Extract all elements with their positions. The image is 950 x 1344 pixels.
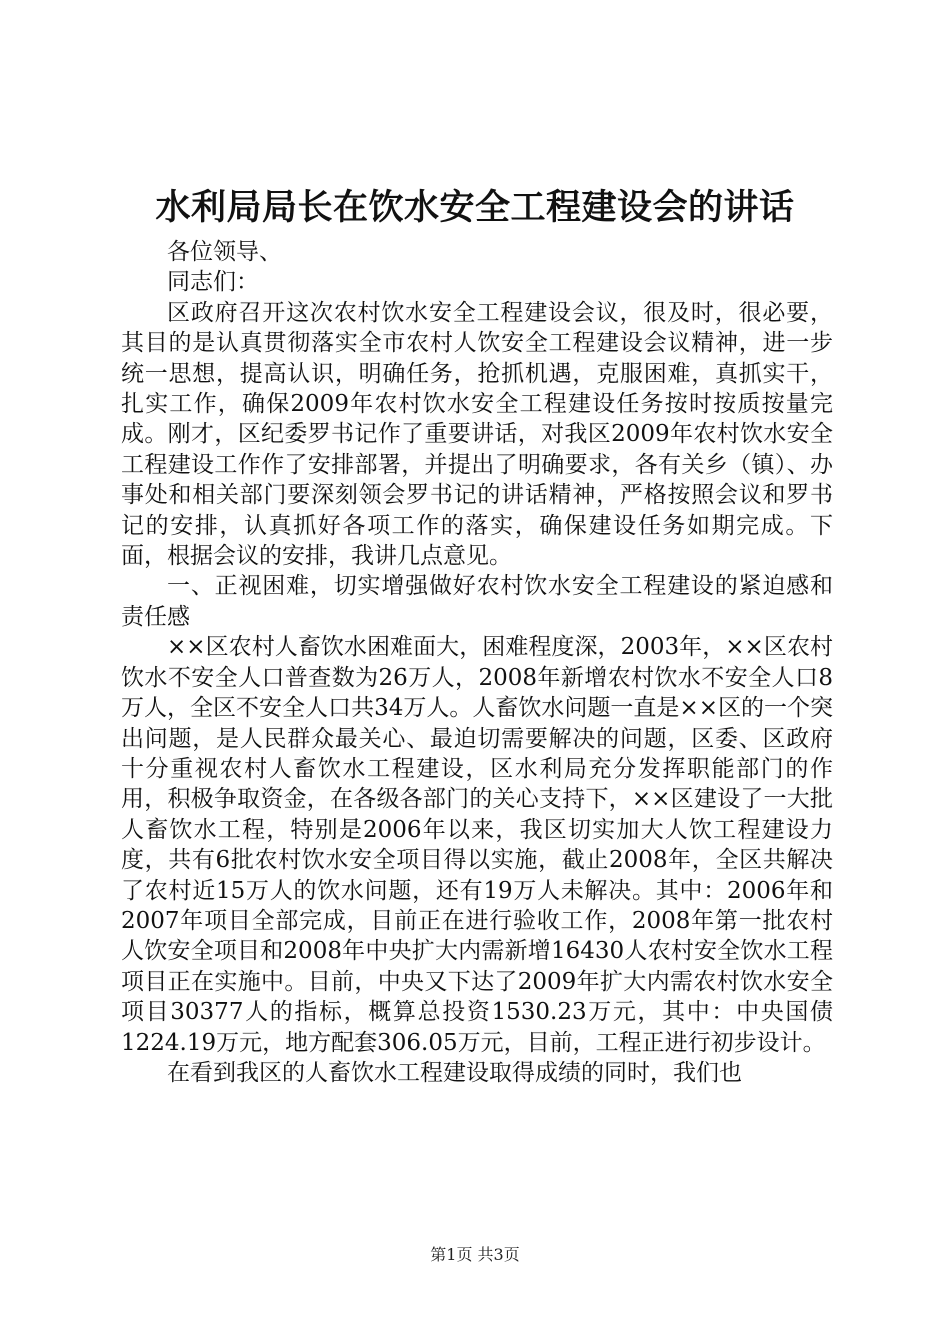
document-body xyxy=(121,237,833,1088)
paragraph-intro: 区政府召开这次农村饮水安全工程建设会议，很及时，很必要，其目的是认真贯彻落实全市农村人饮安全工程建设会议精神，进一步统一思想，提高认识，明确任务，抢抓机遇，克服困难，真抓实干，扎实工作，确保2009年农村饮水安全工程建设任务按时按质按量完成。刚才，区纪委罗书记作了重要讲话，对我区2009年农村饮水安全工程建设工作作了安排部署，并提出了明确要求，各有关乡（镇）、办事处和相关部门要深刻领会罗书记的讲话精神，严格按照会议和罗书记的安排，认真抓好各项工作的落实，确保建设任务如期完成。下面，根据会议的安排，我讲几点意见。 xyxy=(121,299,833,570)
salutation-comrades: 同志们： xyxy=(167,269,259,296)
paragraph-continuation: 在看到我区的人畜饮水工程建设取得成绩的同时，我们也 xyxy=(167,1059,742,1086)
page-footer: 第1页 共3页 xyxy=(430,1245,520,1264)
paragraph-situation: ××区农村人畜饮水困难面大，困难程度深，2003年，××区农村饮水不安全人口普查数为26万人，2008年新增农村饮水不安全人口8万人，全区不安全人口共34万人。人畜饮水问题一直是××区的一个突出问题，是人民群众最关心、最迫切需要解决的问题，区委、区政府十分重视农村人畜饮水工程建设，区水利局充分发挥职能部门的作用，积极争取资金，在各级各部门的关心支持下，××区建设了一大批人畜饮水工程，特别是2006年以来，我区切实加大人饮工程建设力度，共有6批农村饮水安全项目得以实施，截止2008年，全区共解决了农村近15万人的饮水问题，还有19万人未解决。其中：2006年和2007年项目全部完成，目前正在进行验收工作，2008年第一批农村人饮安全项目和2008年中央扩大内需新增16430人农村安全饮水工程项目正在实施中。目前，中央又下达了2009年扩大内需农村饮水安全项目30377人的指标，概算总投资1530.23万元，其中：中央国债1224.19万元，地方配套306.05万元，目前，工程正进行初步设计。 xyxy=(121,634,833,1056)
document-title: 水利局局长在饮水安全工程建设会的讲话 xyxy=(155,187,795,228)
salutation-leaders: 各位领导、 xyxy=(167,239,282,265)
section-heading-1: 一、正视困难，切实增强做好农村饮水安全工程建设的紧迫感和责任感 xyxy=(121,573,833,630)
